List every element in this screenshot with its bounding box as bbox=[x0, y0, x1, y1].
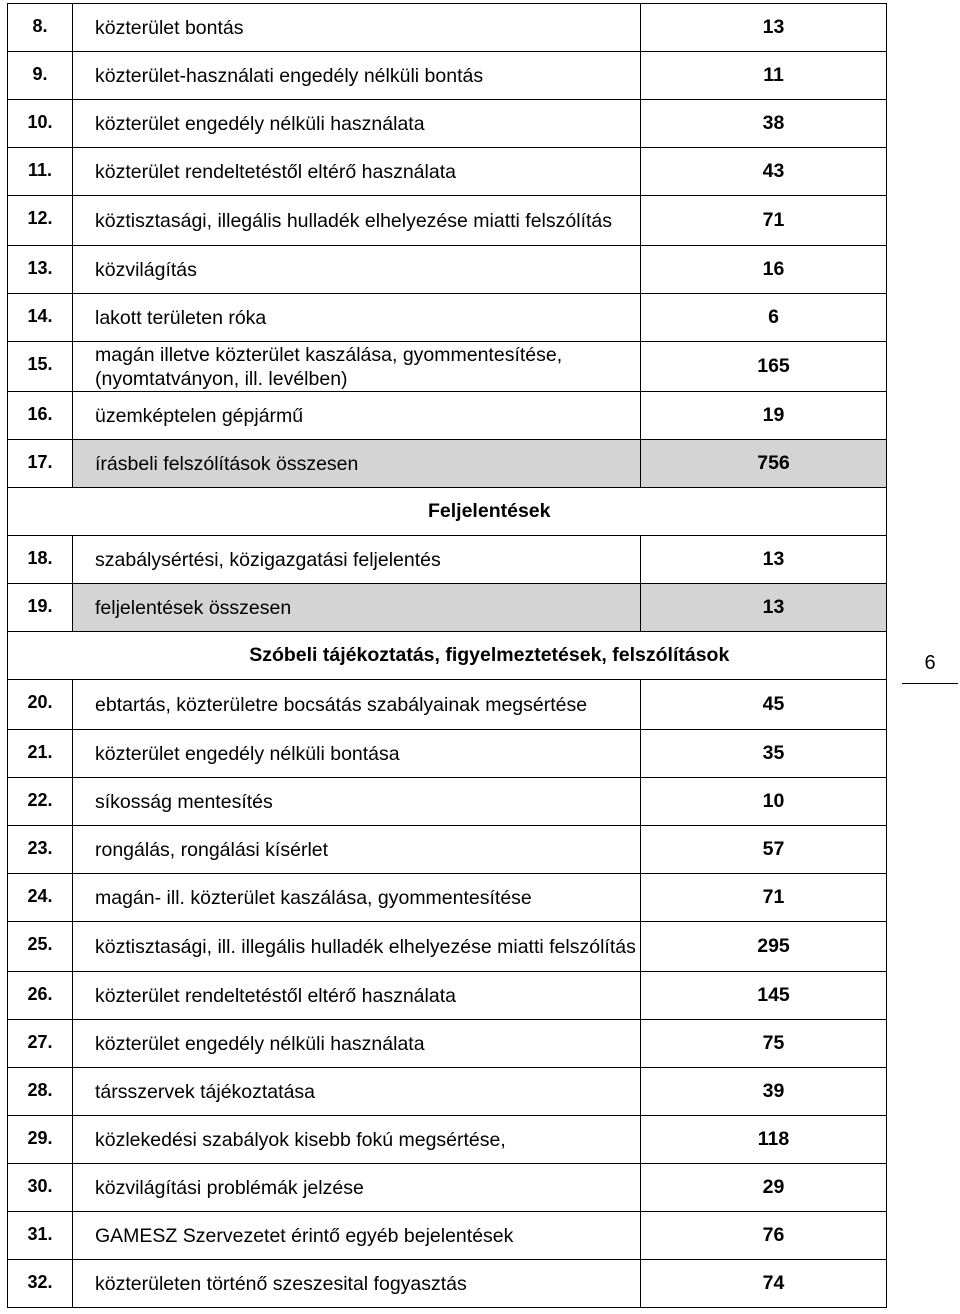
row-description: rongálás, rongálási kísérlet bbox=[73, 826, 641, 874]
row-description: lakott területen róka bbox=[73, 294, 641, 342]
table-row bbox=[8, 4, 887, 52]
table-row bbox=[8, 342, 887, 392]
table-row bbox=[8, 584, 887, 632]
row-value: 45 bbox=[641, 680, 887, 730]
row-description: magán illetve közterület kaszálása, gyommentesítése, (nyomtatványon, ill. levélben) bbox=[73, 342, 641, 392]
row-description: szabálysértési, közigazgatási feljelentés bbox=[73, 536, 641, 584]
written-notices-group bbox=[8, 4, 887, 488]
row-description: köztisztasági, illegális hulladék elhelyezése miatti felszólítás bbox=[73, 196, 641, 246]
row-value: 39 bbox=[641, 1068, 887, 1116]
row-value: 13 bbox=[641, 4, 887, 52]
row-number: 26. bbox=[8, 972, 73, 1020]
section-header-row bbox=[8, 488, 887, 536]
row-number: 19. bbox=[8, 584, 73, 632]
row-value: 145 bbox=[641, 972, 887, 1020]
table-row bbox=[8, 52, 887, 100]
row-description: közvilágítási problémák jelzése bbox=[73, 1164, 641, 1212]
row-number: 23. bbox=[8, 826, 73, 874]
row-number: 9. bbox=[8, 52, 73, 100]
table-row bbox=[8, 874, 887, 922]
row-value: 76 bbox=[641, 1212, 887, 1260]
row-value: 165 bbox=[641, 342, 887, 392]
row-number: 18. bbox=[8, 536, 73, 584]
table-row bbox=[8, 536, 887, 584]
row-value: 10 bbox=[641, 778, 887, 826]
row-value: 6 bbox=[641, 294, 887, 342]
row-value: 35 bbox=[641, 730, 887, 778]
table-row bbox=[8, 294, 887, 342]
row-value: 75 bbox=[641, 1020, 887, 1068]
row-number: 31. bbox=[8, 1212, 73, 1260]
row-number: 24. bbox=[8, 874, 73, 922]
table-row bbox=[8, 680, 887, 730]
row-number: 11. bbox=[8, 148, 73, 196]
row-number: 17. bbox=[8, 440, 73, 488]
verbal-notices-group bbox=[8, 680, 887, 1308]
statistics-table bbox=[7, 3, 887, 1308]
row-description: magán- ill. közterület kaszálása, gyommentesítése bbox=[73, 874, 641, 922]
row-value: 19 bbox=[641, 392, 887, 440]
row-value: 13 bbox=[641, 536, 887, 584]
row-value: 118 bbox=[641, 1116, 887, 1164]
row-description: írásbeli felszólítások összesen bbox=[73, 440, 641, 488]
reports-group bbox=[8, 536, 887, 632]
row-value: 38 bbox=[641, 100, 887, 148]
table-row bbox=[8, 778, 887, 826]
row-description: társszervek tájékoztatása bbox=[73, 1068, 641, 1116]
section-header-reports: Feljelentések bbox=[73, 488, 887, 536]
row-number: 20. bbox=[8, 680, 73, 730]
row-value: 57 bbox=[641, 826, 887, 874]
row-description: közterület engedély nélküli bontása bbox=[73, 730, 641, 778]
table-row bbox=[8, 440, 887, 488]
row-description: üzemképtelen gépjármű bbox=[73, 392, 641, 440]
page-number: 6 bbox=[902, 652, 958, 684]
row-description: közlekedési szabályok kisebb fokú megsértése, bbox=[73, 1116, 641, 1164]
section-header-spacer bbox=[8, 632, 73, 680]
table-row bbox=[8, 100, 887, 148]
row-description: közterület rendeltetéstől eltérő használata bbox=[73, 148, 641, 196]
row-number: 30. bbox=[8, 1164, 73, 1212]
row-number: 21. bbox=[8, 730, 73, 778]
row-description: közterület engedély nélküli használata bbox=[73, 100, 641, 148]
row-number: 13. bbox=[8, 246, 73, 294]
row-description: közterületen történő szeszesital fogyasztás bbox=[73, 1260, 641, 1308]
reports-section-header-group bbox=[8, 488, 887, 536]
table-row bbox=[8, 1020, 887, 1068]
row-number: 10. bbox=[8, 100, 73, 148]
table-row bbox=[8, 1164, 887, 1212]
row-description: közterület rendeltetéstől eltérő használata bbox=[73, 972, 641, 1020]
row-description: GAMESZ Szervezetet érintő egyéb bejelentések bbox=[73, 1212, 641, 1260]
table-row bbox=[8, 1068, 887, 1116]
row-value: 71 bbox=[641, 874, 887, 922]
row-number: 15. bbox=[8, 342, 73, 392]
table-row bbox=[8, 972, 887, 1020]
row-value: 71 bbox=[641, 196, 887, 246]
row-value: 13 bbox=[641, 584, 887, 632]
row-number: 14. bbox=[8, 294, 73, 342]
row-number: 32. bbox=[8, 1260, 73, 1308]
table-row bbox=[8, 1116, 887, 1164]
row-value: 295 bbox=[641, 922, 887, 972]
table-row bbox=[8, 922, 887, 972]
table-row bbox=[8, 148, 887, 196]
row-value: 74 bbox=[641, 1260, 887, 1308]
row-number: 29. bbox=[8, 1116, 73, 1164]
table-row bbox=[8, 730, 887, 778]
row-number: 25. bbox=[8, 922, 73, 972]
row-value: 43 bbox=[641, 148, 887, 196]
table-row bbox=[8, 246, 887, 294]
row-description: feljelentések összesen bbox=[73, 584, 641, 632]
row-description: ebtartás, közterületre bocsátás szabályainak megsértése bbox=[73, 680, 641, 730]
row-number: 8. bbox=[8, 4, 73, 52]
row-value: 11 bbox=[641, 52, 887, 100]
row-value: 756 bbox=[641, 440, 887, 488]
row-number: 12. bbox=[8, 196, 73, 246]
row-number: 27. bbox=[8, 1020, 73, 1068]
section-header-spacer bbox=[8, 488, 73, 536]
section-header-row bbox=[8, 632, 887, 680]
table-row bbox=[8, 1260, 887, 1308]
row-value: 16 bbox=[641, 246, 887, 294]
row-number: 16. bbox=[8, 392, 73, 440]
row-description: köztisztasági, ill. illegális hulladék elhelyezése miatti felszólítás bbox=[73, 922, 641, 972]
table-row bbox=[8, 196, 887, 246]
row-description: síkosság mentesítés bbox=[73, 778, 641, 826]
table-row bbox=[8, 826, 887, 874]
table-row bbox=[8, 1212, 887, 1260]
table-row bbox=[8, 392, 887, 440]
verbal-section-header-group bbox=[8, 632, 887, 680]
row-description: közterület bontás bbox=[73, 4, 641, 52]
section-header-verbal: Szóbeli tájékoztatás, figyelmeztetések, felszólítások bbox=[73, 632, 887, 680]
row-number: 28. bbox=[8, 1068, 73, 1116]
row-description: közterület engedély nélküli használata bbox=[73, 1020, 641, 1068]
row-description: közvilágítás bbox=[73, 246, 641, 294]
row-value: 29 bbox=[641, 1164, 887, 1212]
row-description: közterület-használati engedély nélküli bontás bbox=[73, 52, 641, 100]
row-number: 22. bbox=[8, 778, 73, 826]
